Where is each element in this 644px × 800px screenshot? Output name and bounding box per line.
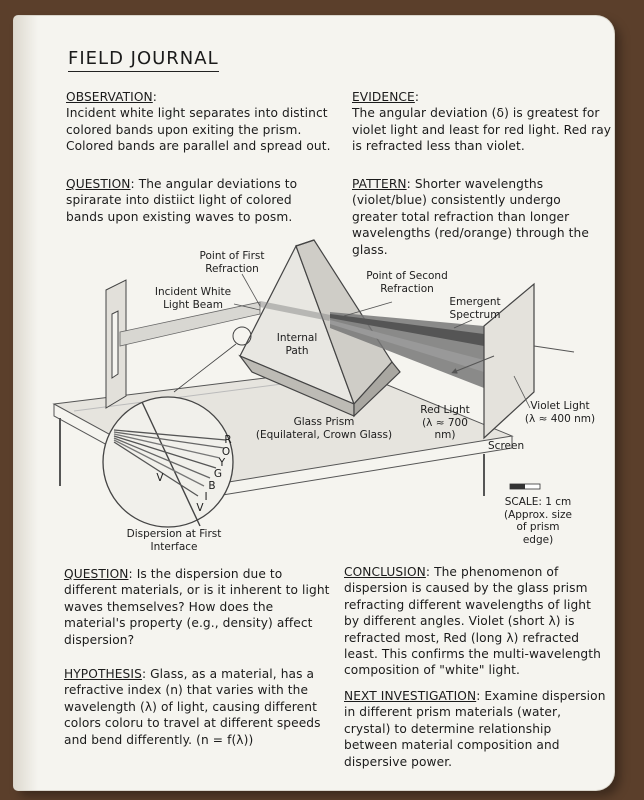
next-investigation-section: NEXT INVESTIGATION: Examine dispersion in different prism materials (water, crystal) to determine relationship between material composition and dispersive power. [344,689,606,769]
label-scale-name: SCALE: 1 cm [504,496,572,508]
label-violet-name: Violet Light [530,400,590,412]
inset-letter-o: O [221,446,231,458]
hypothesis-section: HYPOTHESIS: Glass, as a material, has a refractive index (n) that varies with the wavelength (λ) of light, causing different colors coloru to travel at different speeds and bend differently. (n = f(λ)) [64,667,321,747]
conclusion-body: The phenomenon of dispersion is caused by the glass prism refracting different wavelengths of light by different angles. Violet (short λ) is refracted most, Red (long λ) refracted least. This confirms the multi-wavelength composition of "white" light. [344,565,601,678]
evidence-section: EVIDENCE: The angular deviation (δ) is greatest for violet light and least for red light. Red ray is refracted less than violet. [352,90,612,154]
pattern-section: PATTERN: Shorter wavelengths (violet/blue) consistently undergo greater total refraction than longer wavelengths (red/orange) through the glass. [352,177,589,257]
label-point-second: Point of Second Refraction [366,270,448,295]
label-emergent: Emergent Spectrum [449,296,501,321]
conclusion-section: CONCLUSION: The phenomenon of dispersion is caused by the glass prism refracting different wavelengths of light by different angles. Violet (short λ) is refracted most, Red (long λ) refracted least. This confirms the multi-wavelength composition of "white" light. [344,565,601,678]
scale-bar-fill [510,484,525,489]
question-heading-1: QUESTION [66,177,131,191]
label-violet [522,400,598,425]
inset-letter-r: R [224,434,232,446]
hypothesis-body: Glass, as a material, has a refractive index (n) that varies with the wavelength (λ) of light, causing different colors coloru to travel at different speeds and bend differently. (n = f(λ)) [64,667,321,747]
question-section-1: QUESTION: The angular deviations to spirarate into distiict light of colored bands upon existing waves to posm. [66,177,298,224]
label-prism-name: Glass Prism [293,416,355,428]
inset-letter-v: V [196,502,204,514]
page-title: FIELD JOURNAL [68,48,219,72]
label-inset-caption: Dispersion at First Interface [126,528,222,553]
question-section-2: QUESTION: Is the dispersion due to different materials, or is it inherent to light waves themselves? How does the material's property (e.g., density) affect dispersion? [64,567,330,647]
observation-section: OBSERVATION: Incident white light separates into distinct colored bands upon exiting the prism. Colored bands are parallel and spread out. [66,90,331,154]
question-body-1: The angular deviations to spirarate into distiict light of colored bands upon existing waves to posm. [66,177,298,224]
screen-exit-line [534,346,574,352]
label-screen: Screen [488,440,525,452]
question-body-2: Is the dispersion due to different materials, or is it inherent to light waves themselves? How does the material's property (e.g., density) affect dispersion? [64,567,330,647]
pattern-body: Shorter wavelengths (violet/blue) consistently undergo greater total refraction than longer wavelengths (red/orange) through the glass. [352,177,589,257]
inset-letter-b: B [208,480,216,492]
detail-marker [233,327,251,345]
conclusion-heading: CONCLUSION [344,565,426,579]
label-scale [500,496,576,546]
inset-letter-g: G [213,468,223,480]
pattern-heading: PATTERN [352,177,407,191]
label-internal-path: Internal Path [276,332,318,357]
next-investigation-body: Examine dispersion in different prism materials (water, crystal) to determine relationship between material composition and dispersive power. [344,689,606,769]
label-red-name: Red Light [420,404,470,416]
hypothesis-heading: HYPOTHESIS [64,667,142,681]
label-red [410,404,480,442]
evidence-heading: EVIDENCE [352,90,415,104]
next-investigation-heading: NEXT INVESTIGATION [344,689,477,703]
observation-body: Incident white light separates into distinct colored bands upon exiting the prism. Colored bands are parallel and spread out. [66,106,331,154]
label-prism-sub: (Equilateral, Crown Glass) [255,428,393,441]
inset-letter-y: Y [218,457,226,469]
observation-heading: OBSERVATION [66,90,153,104]
label-prism [254,416,394,441]
evidence-body: The angular deviation (δ) is greatest for violet light and least for red light. Red ray is refracted less than violet. [352,106,612,154]
label-red-wl: (λ ≈ 700 nm) [422,416,468,441]
journal-page [14,16,614,790]
question-heading-2: QUESTION [64,567,129,581]
label-scale-sub: (Approx. size of prism edge) [503,508,573,546]
label-incident: Incident White Light Beam [154,286,232,311]
inset-letter-i: I [204,491,208,503]
label-violet-wl: (λ ≈ 400 nm) [524,412,596,425]
label-point-first: Point of First Refraction [199,250,265,275]
label-inset-v-left: V [156,472,164,484]
